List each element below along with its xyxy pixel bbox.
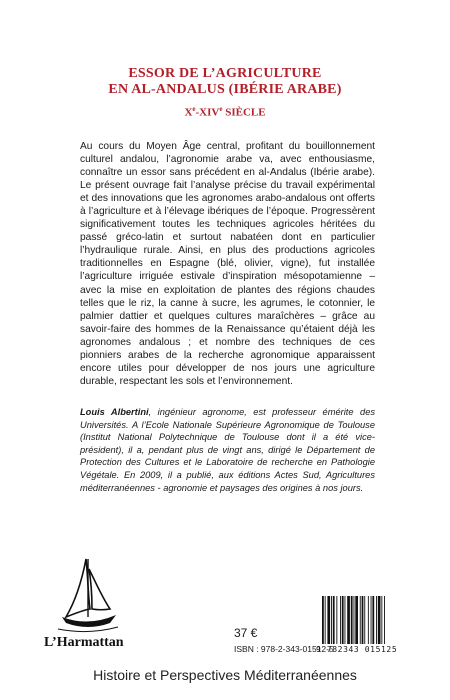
title-line-2: EN AL-ANDALUS (IBÉRIE ARABE): [108, 82, 342, 97]
author-name: Louis Albertini: [80, 407, 149, 417]
barcode-number: 9 782343 015125: [316, 645, 398, 654]
publisher-name: L’Harmattan: [44, 635, 124, 650]
century-subtitle: Xe-XIVe SIÈCLE: [184, 105, 266, 119]
summary-text: Au cours du Moyen Âge central, profitant du bouillonnement culturel andalou, l’agronomie arabe va, avec enthousiasme, connaître un essor sans précédent en al-Andalus (Ibérie arabe). Le présent ouvrage fait l’analyse précise du travail expérimental et des innovations que les agronomes arabo-andalous ont offerts à l’agriculture et à l’élevage ibériques de l’époque. Progressèrent significativement toutes les techniques agricoles héritées du passé gréco-latin et surtout nabatéen dont en particulier l’hydraulique rurale. Ainsi, en plus des productions agricoles traditionnelles en Espagne (blé, olivier, vigne), fut installée l’agriculture irriguée estivale d’inspiration mésopotamienne – avec la mise en exploitation de plantes des régions chaudes telles que le riz, la canne à sucre, les agrumes, le cotonnier, le palmier dattier et quelques cultures maraîchères – grâce au savoir-faire des hommes de la Renaissance qu’étaient déjà les agronomes andalous ; et nombre des techniques de ces pionniers arabes de la recherche agronomique apparaissent encore utiles pour développer de nos jours une agriculture durable, respectant les sols et l’environnement.: [80, 141, 375, 387]
author-bio: Louis Albertini, ingénieur agronome, est professeur émérite des Universités. A l’Ecole Nationale Supérieure Agronomique de Toulouse (Institut National Polytechnique de Toulouse dont il a été vice-président), il a, pendant plus de vingt ans, dirigé le Département de Protection des Cultures et le Laboratoire de recherche en Pathologie Végétale. En 2009, il a publié, aux éditions Actes Sud, Agricultures méditerranéennes - agronomie et paysages des origines à nos jours.: [80, 407, 376, 493]
barcode-icon: [320, 596, 410, 644]
isbn: ISBN : 978-2-343-01512-5: [234, 644, 334, 654]
harmattan-logo-icon: [52, 555, 124, 645]
title-line-1: ESSOR DE L’AGRICULTURE: [128, 66, 322, 81]
series-title: Histoire et Perspectives Méditerranéennes: [93, 667, 357, 683]
price: 37 €: [234, 626, 258, 640]
